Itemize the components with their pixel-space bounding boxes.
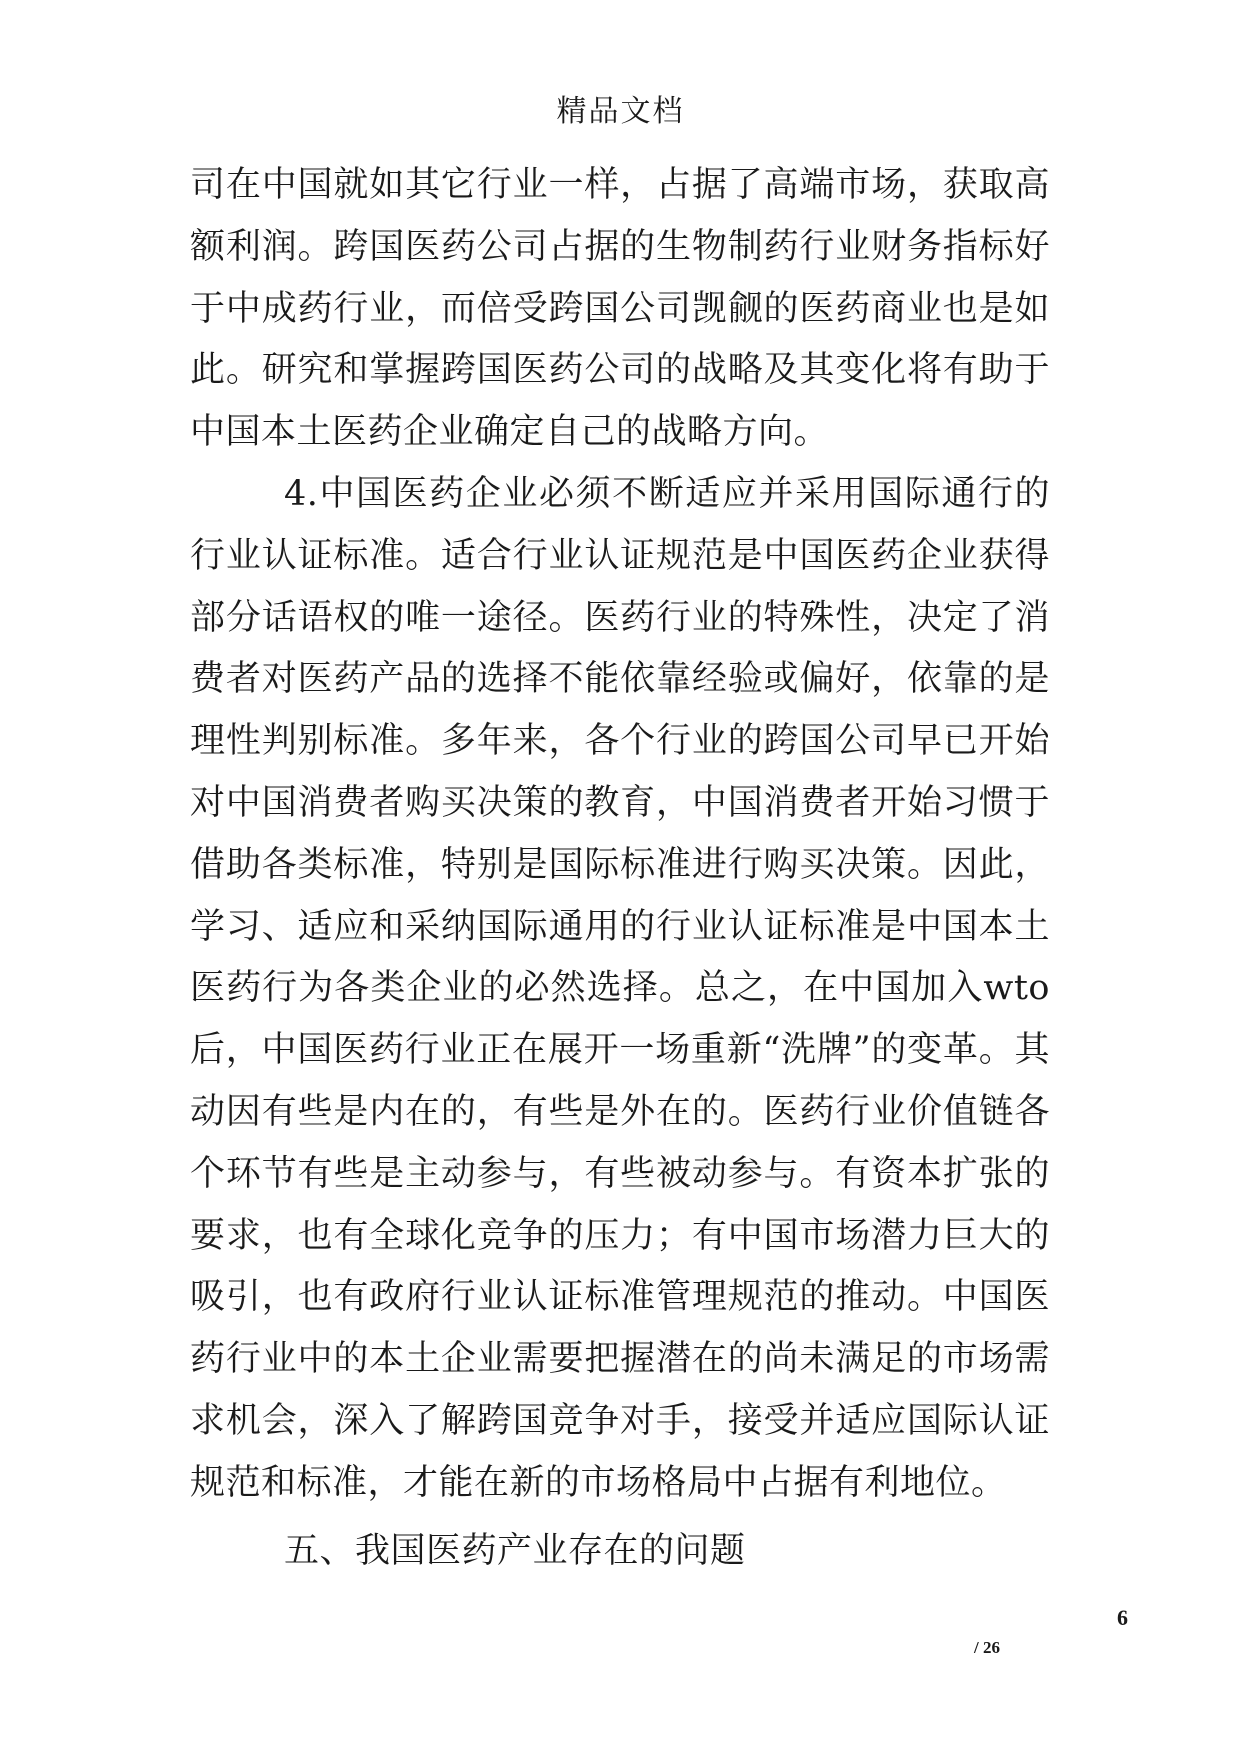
paragraph-continued: 司在中国就如其它行业一样，占据了高端市场，获取高额利润。跨国医药公司占据的生物制药行业财务指标好于中成药行业，而倍受跨国公司觊觎的医药商业也是如此。研究和掌握跨国医药公司的战略及其变化将有助于中国本土医药企业确定自己的战略方向。 bbox=[190, 165, 1050, 453]
paragraph-item-4: 4.中国医药企业必须不断适应并采用国际通行的行业认证标准。适合行业认证规范是中国医药企业获得部分话语权的唯一途径。医药行业的特殊性，决定了消费者对医药产品的选择不能依靠经验或偏好，依靠的是理性判别标准。多年来，各个行业的跨国公司早已开始对中国消费者购买决策的教育，中国消费者开始习惯于借助各类标准，特别是国际标准进行购买决策。因此，学习、适应和采纳国际通用的行业认证标准是中国本土医药行为各类企业的必然选择。总之，在中国加入wto后，中国医药行业正在展开一场重新“洗牌”的变革。其动因有些是内在的，有些是外在的。医药行业价值链各个环节有些是主动参与，有些被动参与。有资本扩张的要求，也有全球化竞争的压力；有中国市场潜力巨大的吸引，也有政府行业认证标准管理规范的推动。中国医药行业中的本土企业需要把握潜在的尚未满足的市场需求机会，深入了解跨国竞争对手，接受并适应国际认证规范和标准，才能在新的市场格局中占据有利地位。 bbox=[190, 473, 1050, 1503]
page-number: 6 bbox=[1117, 1605, 1128, 1630]
page-total: / 26 bbox=[974, 1638, 1000, 1657]
document-body bbox=[190, 155, 1050, 1582]
section-heading: 五、我国医药产业存在的问题 bbox=[284, 1530, 746, 1571]
page-header-title: 精品文档 bbox=[556, 94, 685, 129]
